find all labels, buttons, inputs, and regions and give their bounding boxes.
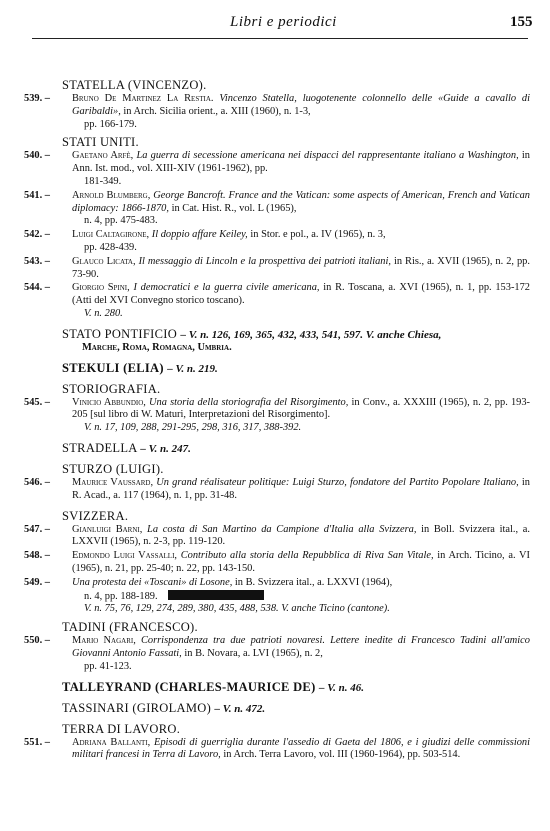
heading-refs: – V. n. 46. <box>318 681 365 694</box>
running-head <box>0 0 550 42</box>
entry-title: Vincenzo Statella, luogotenente colonnello delle «Guide a cavallo di Garibaldi» <box>72 93 530 117</box>
section-heading-sturzo: STURZO (LUIGI). <box>62 461 164 476</box>
section-heading-stato-pontificio <box>62 327 550 342</box>
entry-number: 541. – <box>24 189 50 201</box>
heading-text: TALLEYRAND (CHARLES-MAURICE DE) <box>62 679 316 694</box>
heading-refs: – V. n. 472. <box>214 702 266 715</box>
section-heading-storiografia: STORIOGRAFIA. <box>62 381 161 396</box>
entry-see-also: V. n. 75, 76, 129, 274, 289, 380, 435, 488, 538. V. anche Ticino (cantone). <box>84 603 390 615</box>
entry-549 <box>0 577 550 616</box>
heading-text: STEKULI (ELIA) <box>62 360 164 375</box>
heading-text: STATO PONTIFICIO <box>62 326 178 341</box>
heading-refs: – V. n. 219. <box>167 362 218 375</box>
entry-number: 540. – <box>24 150 50 162</box>
entry-publication: in Ann. Ist. mod., vol. XIII-XIV (1961-1962), pp. <box>72 150 530 175</box>
entry-title: La costa di San Martino da Campione d'Italia alla Svizzera, <box>147 523 417 535</box>
entry-publication: in Arch. Ticino, a. VI (1965), n. 21, pp. 25-40; n. 22, pp. 143-150. <box>72 550 530 574</box>
entry-number: 539. – <box>24 93 50 104</box>
entry-continuation: pp. 428-439. <box>84 241 137 253</box>
entry-continuation: pp. 41-123. <box>84 660 132 672</box>
section-heading-stradella <box>62 441 550 456</box>
entry-title: Corrispondenza tra due patrioti novaresi. Lettere inedite di Francesco Tadini all'amico Giovanni Antonio Fassati, <box>72 635 530 659</box>
entry-title: Una protesta dei «Toscani» di Losone, <box>72 576 233 588</box>
entry-540 <box>0 150 550 188</box>
entry-550 <box>0 635 550 673</box>
entry-author: Glauco Licata, <box>72 255 136 267</box>
entry-continuation: n. 4, pp. 475-483. <box>84 215 158 227</box>
entry-publication: in Stor. e pol., a. IV (1965), n. 3, <box>250 229 386 241</box>
entry-title: Una storia della storiografia del Risorgimento, <box>149 396 349 408</box>
entry-author: Maurice Vaussard, <box>72 476 154 488</box>
section-heading-terra-di-lavoro: TERRA DI LAVORO. <box>62 721 181 736</box>
entry-547 <box>0 524 550 550</box>
entry-title: Un grand réalisateur politique: Luigi Sturzo, fondatore del Partito Popolare Italiano, <box>156 476 519 488</box>
entry-continuation <box>72 590 530 604</box>
entry-publication: in Cat. Hist. R., vol. L (1965), <box>171 202 297 214</box>
section-heading-talleyrand <box>62 680 550 695</box>
entry-author: Edmondo Luigi Vassalli, <box>72 550 178 562</box>
entry-continuation: pp. 166-179. <box>84 118 137 130</box>
entry-number: 546. – <box>24 476 50 488</box>
entry-543 <box>0 256 550 282</box>
entry-title: Contributo alla storia della Repubblica di Riva San Vitale, <box>180 550 434 562</box>
entry-number: 542. – <box>24 229 50 241</box>
entry-number: 550. – <box>24 635 50 647</box>
entry-539 <box>0 93 550 131</box>
heading-text: TASSINARI (GIROLAMO) <box>62 700 212 715</box>
header-rule <box>32 38 528 39</box>
entry-546 <box>0 477 550 503</box>
entry-author: Mario Nagari, <box>72 635 136 647</box>
entry-publication: in B. Svizzera ital., a. LXXVI (1964), <box>234 576 393 588</box>
section-heading-tadini: TADINI (FRANCESCO). <box>62 620 198 635</box>
section-heading-stekuli <box>62 361 550 376</box>
entry-publication: , in Arch. Sicilia orient., a. XIII (1960), n. 1-3, <box>118 105 311 117</box>
heading-refs: – V. n. 126, 169, 365, 432, 433, 541, 597. V. anche Chiesa, <box>180 328 442 341</box>
entry-545 <box>0 397 550 435</box>
page-number: 155 <box>510 14 533 30</box>
entry-author: Giorgio Spini, <box>72 282 130 294</box>
entry-title: Episodi di guerriglia durante l'assedio di Gaeta del 1806, e i giudizi delle commissioni militari francesi in Terra di Lavoro, <box>72 736 530 761</box>
bibliography-body <box>0 74 550 762</box>
entry-number: 543. – <box>24 255 50 267</box>
entry-publication: in R. Toscana, a. XVI (1965), n. 1, pp. 153-172 (Atti del XVI Convegno storico toscano). <box>72 282 530 307</box>
entry-548 <box>0 550 550 576</box>
heading-text: STRADELLA <box>62 440 137 455</box>
redaction-bar <box>168 590 264 600</box>
entry-number: 547. – <box>24 523 50 535</box>
entry-author: Arnold Blumberg, <box>72 189 151 201</box>
entry-542 <box>0 229 550 255</box>
entry-author: Vinicio Abbundio, <box>72 396 146 408</box>
entry-publication: in Boll. Svizzera ital., a. LXXVII (1965), n. 2-3, pp. 119-120. <box>72 523 530 548</box>
section-heading-svizzera: SVIZZERA. <box>62 508 129 523</box>
section-heading-stati-uniti: STATI UNITI. <box>62 135 139 150</box>
entry-541 <box>0 190 550 228</box>
entry-number: 549. – <box>24 576 50 588</box>
entry-title: George Bancroft. France and the Vatican: some aspects of American, French and Vatican diplomacy: 1866-1870, <box>72 189 530 214</box>
entry-publication: in R. Acad., a. 117 (1964), n. 1, pp. 31-48. <box>72 476 530 501</box>
entry-publication: in Ris., a. XVII (1965), n. 2, pp. 73-90. <box>72 255 530 280</box>
entry-title: Il messaggio di Lincoln e la prospettiva dei patrioti italiani, <box>138 255 391 267</box>
entry-author: Adriana Ballanti, <box>72 736 151 748</box>
section-heading-statella: STATELLA (VINCENZO). <box>62 78 207 92</box>
entry-number: 545. – <box>24 396 50 408</box>
entry-title: La guerra di secessione americana nei dispacci del rappresentante italiano a Washington, <box>136 150 519 162</box>
entry-author: Luigi Caltagirone, <box>72 229 150 241</box>
entry-see-also: V. n. 280. <box>84 307 123 319</box>
running-title: Libri e periodici <box>230 14 337 30</box>
heading-refs: – V. n. 247. <box>140 442 191 455</box>
entry-publication: in Arch. Terra Lavoro, vol. III (1960-1964), pp. 503-514. <box>223 749 461 761</box>
entry-number: 551. – <box>24 736 50 748</box>
entry-544 <box>0 282 550 320</box>
entry-title: I democratici e la guerra civile americana, <box>133 282 320 294</box>
entry-publication: in Conv., a. XXXIII (1965), n. 2, pp. 193-205 [sul libro di W. Maturi, Interpretazioni del Risorgimento]. <box>72 396 530 421</box>
entry-title: Il doppio affare Keiley, <box>151 229 248 241</box>
entry-see-also: V. n. 17, 109, 288, 291-295, 298, 316, 317, 388-392. <box>84 422 302 434</box>
entry-author: Gaetano Arfè, <box>72 150 134 162</box>
entry-continuation: 181-349. <box>84 175 122 187</box>
section-heading-tassinari <box>62 701 550 716</box>
entry-551 <box>0 737 550 763</box>
entry-pages: n. 4, pp. 188-189. <box>84 590 158 602</box>
entry-number: 544. – <box>24 282 50 294</box>
entry-author: Gianluigi Barni, <box>72 523 143 535</box>
heading-refs-continuation: Marche, Roma, Romagna, Umbria. <box>82 341 232 353</box>
entry-number: 548. – <box>24 550 50 562</box>
entry-author: Bruno De Martinez La Restia. <box>72 93 214 104</box>
entry-publication: in B. Novara, a. LVI (1965), n. 2, <box>184 647 323 659</box>
